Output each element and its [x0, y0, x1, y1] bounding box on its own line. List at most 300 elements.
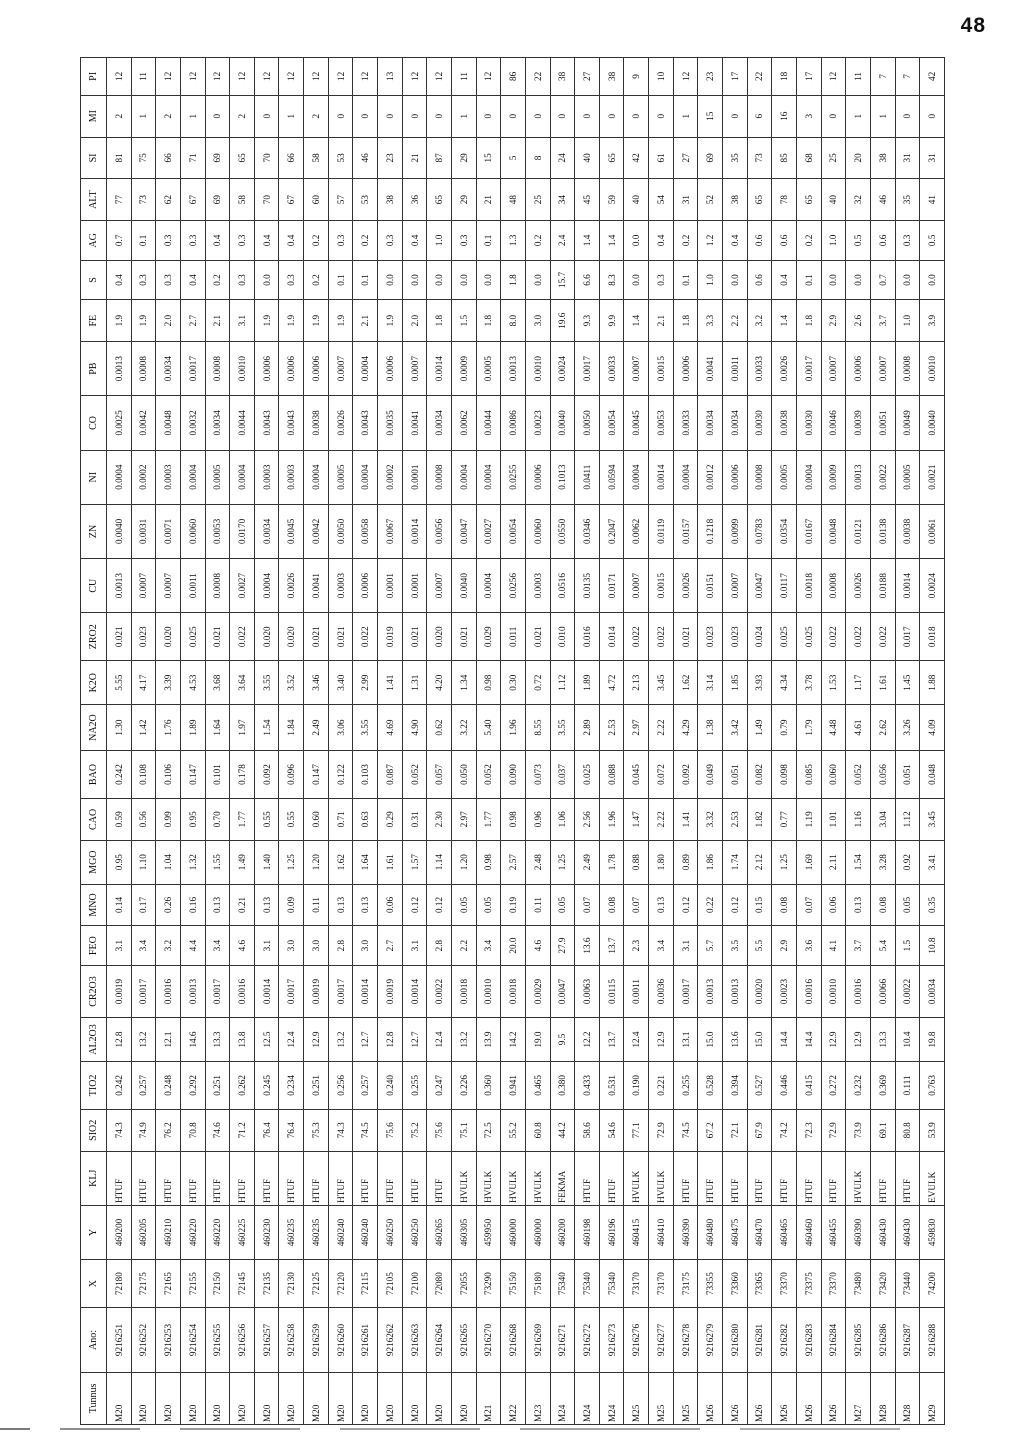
table-cell: 22	[525, 58, 550, 96]
table-cell: 75150	[501, 1260, 526, 1308]
table-cell: 0.0062	[451, 396, 476, 450]
table-cell: 8.0	[501, 300, 526, 342]
table-cell: 1.76	[156, 705, 181, 751]
table-cell: 73	[747, 137, 772, 179]
table-cell: 0.7	[870, 260, 895, 300]
table-cell: 0.4	[107, 260, 132, 300]
table-cell: 1.8	[673, 300, 698, 342]
table-cell: 1.89	[180, 705, 205, 751]
table-cell: 0.0006	[378, 342, 403, 396]
table-cell: 12.4	[279, 1018, 304, 1062]
table-cell: 75	[131, 137, 156, 179]
table-cell: 75.1	[451, 1109, 476, 1151]
table-cell: 460220	[180, 1205, 205, 1259]
table-cell: 13.6	[723, 1018, 748, 1062]
table-cell: 0.0023	[772, 965, 797, 1017]
table-cell: 1.62	[673, 661, 698, 705]
table-cell: 9216253	[156, 1308, 181, 1373]
table-cell: 0.08	[772, 884, 797, 926]
table-cell: 1.64	[205, 705, 230, 751]
table-cell: 0.0034	[205, 396, 230, 450]
column-header: AL2O3	[81, 1018, 107, 1062]
table-cell: 0.0010	[920, 342, 945, 396]
table-cell: 0.0033	[599, 342, 624, 396]
table-cell: 0.101	[205, 751, 230, 799]
table-cell: 0.0030	[796, 396, 821, 450]
table-cell: 1.25	[550, 840, 575, 884]
table-cell: 0.178	[230, 751, 255, 799]
table-cell: 0.6	[747, 221, 772, 261]
table-cell: 0.0004	[230, 450, 255, 504]
table-cell: 0.29	[378, 799, 403, 841]
table-cell: 0.4	[723, 221, 748, 261]
table-cell: HTUF	[402, 1151, 427, 1205]
table-cell: 3.41	[920, 840, 945, 884]
table-cell: 0.63	[353, 799, 378, 841]
table-cell: 0.0346	[575, 504, 600, 558]
table-cell: 72180	[107, 1260, 132, 1308]
table-cell: 53	[353, 179, 378, 221]
table-cell: 0.052	[846, 751, 871, 799]
table-cell: 0.394	[723, 1061, 748, 1109]
table-cell: 12	[230, 58, 255, 96]
table-cell: HVULK	[624, 1151, 649, 1205]
table-cell: 0.016	[575, 613, 600, 661]
table-cell: 65	[427, 179, 452, 221]
table-cell: 1.12	[550, 661, 575, 705]
table-cell: 1.74	[723, 840, 748, 884]
table-cell: 14.4	[796, 1018, 821, 1062]
table-cell: 15.0	[698, 1018, 723, 1062]
table-cell: 3.9	[920, 300, 945, 342]
table-cell: 19.6	[550, 300, 575, 342]
table-cell: HTUF	[254, 1151, 279, 1205]
table-cell: 0.3	[895, 221, 920, 261]
table-cell: HTUF	[427, 1151, 452, 1205]
table-cell: 0.12	[673, 884, 698, 926]
table-cell: 12	[279, 58, 304, 96]
table-cell: 3.4	[476, 926, 501, 966]
table-cell: 4.90	[402, 705, 427, 751]
table-cell: 0.0045	[279, 504, 304, 558]
table-cell: 1.9	[378, 300, 403, 342]
table-cell: 0.0043	[279, 396, 304, 450]
table-cell: 0.13	[846, 884, 871, 926]
table-cell: 0.0013	[180, 965, 205, 1017]
table-cell: 0.024	[747, 613, 772, 661]
column-header: CO	[81, 396, 107, 450]
table-cell: 0.0034	[254, 504, 279, 558]
table-cell: 0.262	[230, 1061, 255, 1109]
table-cell: FEKMA	[550, 1151, 575, 1205]
table-cell: 0.0026	[328, 396, 353, 450]
table-cell: 3.39	[156, 661, 181, 705]
table-cell: 0.0016	[230, 965, 255, 1017]
column-header: S	[81, 260, 107, 300]
table-cell: 0.05	[895, 884, 920, 926]
table-cell: 0.0256	[501, 559, 526, 613]
table-cell: 38	[378, 179, 403, 221]
table-cell: 3.45	[649, 661, 674, 705]
table-cell: 1.62	[328, 840, 353, 884]
table-cell: HTUF	[107, 1151, 132, 1205]
table-cell: 2.53	[723, 799, 748, 841]
table-cell: 1	[846, 95, 871, 137]
table-cell: 0.0015	[649, 342, 674, 396]
table-cell: 3.40	[328, 661, 353, 705]
table-cell: 0.0516	[550, 559, 575, 613]
table-cell: 1	[131, 95, 156, 137]
table-cell: 1.69	[796, 840, 821, 884]
table-cell: 0.2	[673, 221, 698, 261]
table-cell: 1.82	[747, 799, 772, 841]
column-header: NA2O	[81, 705, 107, 751]
table-cell: 1.16	[846, 799, 871, 841]
table-cell: 0.06	[821, 884, 846, 926]
table-cell: 0.77	[772, 799, 797, 841]
table-cell: 0.12	[402, 884, 427, 926]
table-cell: 0	[550, 95, 575, 137]
table-cell: 0.0038	[304, 396, 329, 450]
table-cell: M21	[476, 1372, 501, 1424]
table-cell: 1.25	[279, 840, 304, 884]
table-cell: 27	[673, 137, 698, 179]
table-cell: 1.04	[156, 840, 181, 884]
table-cell: 67.2	[698, 1109, 723, 1151]
table-cell: 0.0038	[895, 504, 920, 558]
table-cell: 0.2	[304, 260, 329, 300]
table-body	[107, 58, 945, 1425]
table-cell: 75.3	[304, 1109, 329, 1151]
table-cell: 2.62	[870, 705, 895, 751]
table-cell: 85	[772, 137, 797, 179]
table-cell: 73370	[821, 1260, 846, 1308]
table-cell: 0.020	[427, 613, 452, 661]
table-cell: 0.106	[156, 751, 181, 799]
table-row	[107, 58, 132, 1425]
table-cell: 0.0011	[180, 559, 205, 613]
table-cell: M20	[254, 1372, 279, 1424]
table-cell: 0.108	[131, 751, 156, 799]
table-cell: 73170	[649, 1260, 674, 1308]
table-cell: 12	[476, 58, 501, 96]
table-cell: 80.8	[895, 1109, 920, 1151]
table-cell: 12	[254, 58, 279, 96]
table-cell: 0.0004	[476, 559, 501, 613]
table-cell: 0.0003	[525, 559, 550, 613]
column-header: MI	[81, 95, 107, 137]
table-cell: 0.3	[131, 260, 156, 300]
table-cell: 0.0053	[649, 396, 674, 450]
table-cell: 0.0354	[772, 504, 797, 558]
column-header: Tunnus	[81, 1372, 107, 1424]
table-cell: 0.0006	[279, 342, 304, 396]
table-cell: 72055	[451, 1260, 476, 1308]
table-cell: 13.9	[476, 1018, 501, 1062]
table-cell: 0.0017	[328, 965, 353, 1017]
table-cell: 0.60	[304, 799, 329, 841]
table-cell: 0.0048	[156, 396, 181, 450]
table-cell: 0.0056	[427, 504, 452, 558]
table-cell: 0.0007	[131, 559, 156, 613]
table-cell: 0.0013	[723, 965, 748, 1017]
table-cell: 0	[353, 95, 378, 137]
table-cell: 2.99	[353, 661, 378, 705]
table-cell: 0.98	[501, 799, 526, 841]
table-cell: 15	[476, 137, 501, 179]
table-cell: 0.07	[575, 884, 600, 926]
table-cell: 46	[870, 179, 895, 221]
table-cell: 0.0018	[796, 559, 821, 613]
table-cell: 1.41	[378, 661, 403, 705]
table-cell: 9216268	[501, 1308, 526, 1373]
table-cell: 1.30	[107, 705, 132, 751]
table-cell: 2.8	[328, 926, 353, 966]
table-cell: M20	[156, 1372, 181, 1424]
table-cell: 2.22	[649, 799, 674, 841]
table-cell: 0.59	[107, 799, 132, 841]
table-cell: 0.31	[402, 799, 427, 841]
table-cell: 460220	[205, 1205, 230, 1259]
table-cell: 0.087	[378, 751, 403, 799]
table-cell: 1.85	[723, 661, 748, 705]
table-cell: 75180	[525, 1260, 550, 1308]
table-row	[254, 58, 279, 1425]
table-cell: 0.257	[353, 1061, 378, 1109]
table-cell: 460235	[304, 1205, 329, 1259]
table-cell: 1.61	[870, 661, 895, 705]
table-cell: 0.255	[402, 1061, 427, 1109]
table-cell: 0.0016	[156, 965, 181, 1017]
table-cell: HTUF	[156, 1151, 181, 1205]
table-cell: 7	[895, 58, 920, 96]
table-cell: 0.073	[525, 751, 550, 799]
table-cell: 3.4	[131, 926, 156, 966]
table-cell: HVULK	[649, 1151, 674, 1205]
table-cell: 0.0005	[205, 450, 230, 504]
table-cell: 5.40	[476, 705, 501, 751]
table-cell: 0.251	[205, 1061, 230, 1109]
table-cell: 0.0	[723, 260, 748, 300]
table-cell: 2.9	[821, 300, 846, 342]
table-cell: 0.0014	[649, 450, 674, 504]
table-cell: 1.0	[427, 221, 452, 261]
table-cell: 0.048	[920, 751, 945, 799]
table-cell: 4.53	[180, 661, 205, 705]
table-cell: 15.7	[550, 260, 575, 300]
table-cell: 0	[895, 95, 920, 137]
table-cell: 0.0007	[624, 559, 649, 613]
table-cell: 0.415	[796, 1061, 821, 1109]
table-cell: 1.53	[821, 661, 846, 705]
table-cell: 70	[254, 179, 279, 221]
table-cell: M26	[772, 1372, 797, 1424]
table-cell: 9.5	[550, 1018, 575, 1062]
table-cell: 1.4	[599, 221, 624, 261]
table-cell: 9216255	[205, 1308, 230, 1373]
table-cell: 0.0013	[501, 342, 526, 396]
table-cell: 2.1	[205, 300, 230, 342]
table-row	[328, 58, 353, 1425]
table-cell: 40	[624, 179, 649, 221]
table-cell: 3.45	[920, 799, 945, 841]
table-cell: 3.4	[649, 926, 674, 966]
table-cell: 0.072	[649, 751, 674, 799]
table-cell: 13.2	[131, 1018, 156, 1062]
table-cell: 0.025	[772, 613, 797, 661]
column-header: PB	[81, 342, 107, 396]
table-cell: 3.04	[870, 799, 895, 841]
table-cell: 5	[501, 137, 526, 179]
table-cell: 65	[747, 179, 772, 221]
table-cell: 0.0071	[156, 504, 181, 558]
table-cell: 0.0003	[254, 450, 279, 504]
table-cell: 9216258	[279, 1308, 304, 1373]
table-cell: 1.38	[698, 705, 723, 751]
table-cell: 1	[180, 95, 205, 137]
table-cell: 12	[180, 58, 205, 96]
table-cell: 0.99	[156, 799, 181, 841]
table-cell: 3.1	[673, 926, 698, 966]
table-cell: 73370	[772, 1260, 797, 1308]
table-row	[476, 58, 501, 1425]
table-cell: 3.68	[205, 661, 230, 705]
column-header: X	[81, 1260, 107, 1308]
table-cell: 460225	[230, 1205, 255, 1259]
table-cell: 0.0010	[230, 342, 255, 396]
table-cell: 12.9	[846, 1018, 871, 1062]
table-cell: 0.96	[525, 799, 550, 841]
table-row	[575, 58, 600, 1425]
table-cell: 58	[304, 137, 329, 179]
table-cell: 0.0040	[920, 396, 945, 450]
table-cell: 0.0040	[550, 396, 575, 450]
table-cell: 0.0040	[107, 504, 132, 558]
table-cell: 0.0061	[920, 504, 945, 558]
table-row	[378, 58, 403, 1425]
table-cell: 9	[624, 58, 649, 96]
table-cell: 2.3	[624, 926, 649, 966]
table-cell: 0.0004	[624, 450, 649, 504]
table-cell: 86	[501, 58, 526, 96]
table-cell: 12	[107, 58, 132, 96]
table-cell: 0.0007	[402, 342, 427, 396]
table-cell: 12.4	[427, 1018, 452, 1062]
table-cell: 0.15	[747, 884, 772, 926]
table-cell: 9216269	[525, 1308, 550, 1373]
table-cell: 3.2	[747, 300, 772, 342]
table-cell: 72120	[328, 1260, 353, 1308]
table-cell: 3.5	[723, 926, 748, 966]
table-cell: 0.2	[525, 221, 550, 261]
table-cell: 0.010	[550, 613, 575, 661]
table-cell: 460200	[550, 1205, 575, 1259]
table-cell: 1.97	[230, 705, 255, 751]
table-cell: 0.0010	[476, 965, 501, 1017]
table-row	[772, 58, 797, 1425]
table-cell: M20	[427, 1372, 452, 1424]
table-cell: 67	[180, 179, 205, 221]
table-cell: 0.05	[476, 884, 501, 926]
table-cell: 9216251	[107, 1308, 132, 1373]
table-cell: 72130	[279, 1260, 304, 1308]
table-cell: 460460	[796, 1205, 821, 1259]
table-cell: 53.9	[920, 1109, 945, 1151]
table-cell: 0.0255	[501, 450, 526, 504]
table-cell: 74.5	[673, 1109, 698, 1151]
table-cell: 0.360	[476, 1061, 501, 1109]
table-cell: 69	[205, 137, 230, 179]
table-cell: 0.0001	[378, 559, 403, 613]
table-cell: 8.55	[525, 705, 550, 751]
table-cell: 72165	[156, 1260, 181, 1308]
table-cell: 0.190	[624, 1061, 649, 1109]
table-cell: 1.31	[402, 661, 427, 705]
column-header: FEO	[81, 926, 107, 966]
table-cell: 0.0019	[378, 965, 403, 1017]
table-cell: 9.9	[599, 300, 624, 342]
table-cell: 0.0041	[304, 559, 329, 613]
table-cell: 0.72	[525, 661, 550, 705]
table-cell: 0.22	[698, 884, 723, 926]
table-cell: M20	[131, 1372, 156, 1424]
table-cell: 73420	[870, 1260, 895, 1308]
table-cell: 9216256	[230, 1308, 255, 1373]
table-cell: 12.9	[304, 1018, 329, 1062]
column-header: NI	[81, 450, 107, 504]
table-cell: 12	[427, 58, 452, 96]
table-cell: 2	[304, 95, 329, 137]
table-cell: 0.0008	[205, 559, 230, 613]
table-cell: 0.1	[353, 260, 378, 300]
table-cell: 1.8	[476, 300, 501, 342]
table-cell: 55.2	[501, 1109, 526, 1151]
table-cell: 73355	[698, 1260, 723, 1308]
table-cell: 75.2	[402, 1109, 427, 1151]
table-cell: 74.2	[772, 1109, 797, 1151]
table-cell: 0.0017	[575, 342, 600, 396]
table-cell: 0.6	[772, 221, 797, 261]
table-cell: 3.0	[525, 300, 550, 342]
table-cell: 0	[723, 95, 748, 137]
table-cell: M25	[649, 1372, 674, 1424]
table-cell: 72.9	[649, 1109, 674, 1151]
table-cell: 0.0060	[180, 504, 205, 558]
table-cell: 0.0005	[328, 450, 353, 504]
table-cell: 9216284	[821, 1308, 846, 1373]
table-cell: 0.051	[723, 751, 748, 799]
table-cell: 0.0060	[525, 504, 550, 558]
table-cell: 0.6	[747, 260, 772, 300]
table-cell: 0.71	[328, 799, 353, 841]
table-cell: 0.0	[402, 260, 427, 300]
table-cell: 0.0099	[723, 504, 748, 558]
table-cell: 2.30	[427, 799, 452, 841]
table-cell: 0.057	[427, 751, 452, 799]
table-cell: 0.0053	[205, 504, 230, 558]
table-cell: 9216259	[304, 1308, 329, 1373]
table-cell: 0.95	[180, 799, 205, 841]
table-cell: 72135	[254, 1260, 279, 1308]
table-cell: 0.380	[550, 1061, 575, 1109]
table-cell: M20	[328, 1372, 353, 1424]
table-row	[156, 58, 181, 1425]
table-cell: 9216263	[402, 1308, 427, 1373]
table-cell: 0.226	[451, 1061, 476, 1109]
table-cell: 1.57	[402, 840, 427, 884]
table-cell: 21	[476, 179, 501, 221]
table-row	[501, 58, 526, 1425]
